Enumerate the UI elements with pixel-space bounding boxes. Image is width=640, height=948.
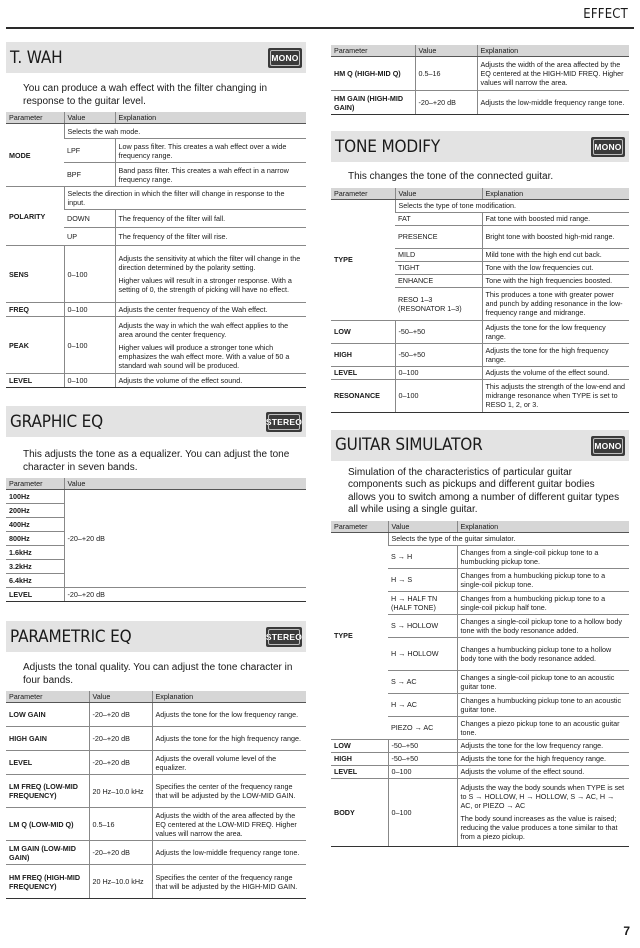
col-header: Explanation	[115, 112, 306, 124]
explanation-cell	[115, 317, 306, 374]
explanation-cell: Adjusts the volume of the effect sound.	[457, 765, 629, 778]
explanation-cell: Tone with the high frequencies boosted.	[482, 274, 629, 287]
param-cell: MODE	[6, 124, 64, 187]
band-value-cell: -20–+20 dB	[64, 490, 306, 588]
col-header: Value	[395, 188, 482, 200]
table-header-row	[331, 188, 629, 200]
explanation-cell: Changes a single-coil pickup tone to an acoustic guitar tone.	[457, 670, 629, 693]
value-cell: 0–100	[395, 366, 482, 379]
explanation-cell: This adjusts the strength of the low-end and midrange resonance when TYPE is set to RESO 1, 2, or 3.	[482, 379, 629, 412]
explanation-cell: Changes from a humbucking pickup tone to a single-coil pickup tone.	[457, 568, 629, 591]
explanation-text: The body sound increases as the value is raised; reducing the value produces a tone similar to that from a piezo pickup.	[460, 814, 618, 841]
value-cell: -20–+20 dB	[89, 841, 152, 865]
value-cell: DOWN	[64, 210, 115, 228]
explanation-cell: Specifies the center of the frequency range that will be adjusted by the LOW-MID GAIN.	[152, 775, 306, 808]
running-header: EFFECT	[583, 7, 628, 22]
col-header: Explanation	[152, 691, 306, 703]
table-row	[331, 320, 629, 343]
value-cell: TIGHT	[395, 261, 482, 274]
table-row	[331, 57, 629, 91]
table-row	[6, 588, 306, 602]
explanation-cell: Changes from a humbucking pickup tone to a single-coil pickup half tone.	[457, 591, 629, 614]
gsim-table	[331, 521, 629, 847]
table-row	[331, 765, 629, 778]
explanation-cell: Adjusts the tone for the high frequency range.	[482, 343, 629, 366]
desc-cell: Selects the type of the guitar simulator.	[388, 532, 629, 545]
param-cell: HIGH GAIN	[6, 727, 89, 751]
band-cell: 3.2kHz	[6, 560, 64, 574]
explanation-cell	[115, 246, 306, 303]
explanation-text: Higher values will produce a stronger tone which emphasizes the wah effect more. With a value of 50 a standard wah sound will be produced.	[118, 342, 290, 370]
gsim-intro: Simulation of the characteristics of particular guitar components such as pickups and different guitar bodies allows you to switch among a number of different guitar types all while using a single guitar.	[348, 466, 620, 515]
peq-intro: Adjusts the tonal quality. You can adjust the tone character in four bands.	[23, 662, 293, 686]
table-row	[331, 752, 629, 765]
param-cell: PEAK	[6, 317, 64, 374]
param-cell: HIGH	[331, 343, 395, 366]
band-cell: 200Hz	[6, 504, 64, 518]
value-cell: S → AC	[388, 670, 457, 693]
value-cell: PIEZO → AC	[388, 716, 457, 739]
value-cell: -50–+50	[388, 739, 457, 752]
col-header: Value	[64, 112, 115, 124]
desc-cell: Selects the wah mode.	[64, 124, 306, 139]
value-cell: FAT	[395, 212, 482, 225]
value-cell: 0.5–16	[89, 808, 152, 841]
explanation-cell	[457, 778, 629, 846]
value-cell: MILD	[395, 248, 482, 261]
explanation-cell: Mild tone with the high end cut back.	[482, 248, 629, 261]
col-header: Explanation	[482, 188, 629, 200]
table-row	[6, 841, 306, 865]
table-row	[331, 739, 629, 752]
value-cell: -20–+20 dB	[64, 588, 306, 602]
explanation-cell: Changes a humbucking pickup tone to a hollow body tone with the body resonance added.	[457, 637, 629, 670]
table-row	[331, 199, 629, 212]
left-column	[6, 42, 306, 899]
col-header: Parameter	[331, 188, 395, 200]
explanation-cell: Band pass filter. This creates a wah effect in a narrow frequency range.	[115, 163, 306, 187]
param-cell: RESONANCE	[331, 379, 395, 412]
value-cell: 0–100	[64, 303, 115, 317]
value-cell: RESO 1–3 (RESONATOR 1–3)	[395, 287, 482, 320]
explanation-cell: Adjusts the tone for the low frequency range.	[152, 703, 306, 727]
value-cell: -50–+50	[388, 752, 457, 765]
value-cell: BPF	[64, 163, 115, 187]
peq-section-title	[6, 621, 306, 652]
explanation-cell: Adjusts the low-middle frequency range tone.	[477, 91, 629, 115]
table-header-row	[6, 691, 306, 703]
table-row	[6, 124, 306, 139]
explanation-cell: The frequency of the filter will rise.	[115, 228, 306, 246]
param-cell: HM FREQ (HIGH-MID FREQUENCY)	[6, 865, 89, 899]
explanation-cell: Changes a single-coil pickup tone to a hollow body tone with the body resonance added.	[457, 614, 629, 637]
param-cell: LEVEL	[6, 588, 64, 602]
gsim-section-title	[331, 430, 629, 461]
value-cell: -50–+50	[395, 343, 482, 366]
band-cell: 400Hz	[6, 518, 64, 532]
value-cell: 0–100	[64, 317, 115, 374]
col-header: Parameter	[6, 691, 89, 703]
band-cell: 100Hz	[6, 490, 64, 504]
band-cell: 6.4kHz	[6, 574, 64, 588]
value-cell: S → H	[388, 545, 457, 568]
explanation-cell: Adjusts the volume of the effect sound.	[115, 374, 306, 388]
table-row	[6, 751, 306, 775]
value-cell: UP	[64, 228, 115, 246]
explanation-text: Adjusts the way the body sounds when TYPE is set to S → HOLLOW, H → HOLLOW, S → AC, H → AC, or PIEZO → AC	[460, 783, 625, 810]
param-cell: HIGH	[331, 752, 388, 765]
geq-intro: This adjusts the tone as a equalizer. You can adjust the tone character in seven bands.	[23, 449, 290, 473]
table-row	[6, 187, 306, 210]
gsim-title: GUITAR SIMULATOR	[335, 435, 483, 455]
param-cell: POLARITY	[6, 187, 64, 246]
value-cell: H → AC	[388, 693, 457, 716]
peq-title: PARAMETRIC EQ	[10, 626, 132, 647]
value-cell: S → HOLLOW	[388, 614, 457, 637]
explanation-cell: Adjusts the width of the area affected by the EQ centered at the LOW-MID FREQ. Higher values will narrow the area.	[152, 808, 306, 841]
table-row	[331, 343, 629, 366]
twah-section-title	[6, 42, 306, 73]
col-header: Parameter	[6, 112, 64, 124]
value-cell: H → HALF TN (HALF TONE)	[388, 591, 457, 614]
param-cell: LM GAIN (LOW-MID GAIN)	[6, 841, 89, 865]
table-header-row	[331, 45, 629, 57]
tone-intro: This changes the tone of the connected guitar.	[348, 171, 554, 182]
col-header: Value	[415, 45, 477, 57]
explanation-cell: The frequency of the filter will fall.	[115, 210, 306, 228]
value-cell: 0–100	[388, 765, 457, 778]
twah-intro: You can produce a wah effect with the filter changing in response to the guitar level.	[23, 83, 268, 107]
param-cell: TYPE	[331, 532, 388, 739]
value-cell: -20–+20 dB	[89, 751, 152, 775]
desc-cell: Selects the direction in which the filter will change in response to the input.	[64, 187, 306, 210]
table-header-row	[6, 478, 306, 490]
value-cell: -20–+20 dB	[89, 703, 152, 727]
table-row	[331, 778, 629, 846]
explanation-cell: Fat tone with boosted mid range.	[482, 212, 629, 225]
table-header-row	[331, 521, 629, 533]
value-cell: 0–100	[395, 379, 482, 412]
explanation-cell: Adjusts the overall volume level of the equalizer.	[152, 751, 306, 775]
table-row	[331, 379, 629, 412]
col-header: Parameter	[331, 45, 415, 57]
table-row	[6, 703, 306, 727]
param-cell: BODY	[331, 778, 388, 846]
peq-continued-table	[331, 45, 629, 115]
mono-badge: MONO	[591, 436, 625, 456]
explanation-cell: Bright tone with boosted high-mid range.	[482, 225, 629, 248]
explanation-text: Adjusts the way in which the wah effect applies to the area around the center frequency.	[118, 320, 289, 339]
param-cell: SENS	[6, 246, 64, 303]
col-header: Value	[89, 691, 152, 703]
col-header: Parameter	[6, 478, 64, 490]
value-cell: -50–+50	[395, 320, 482, 343]
explanation-cell: Tone with the low frequencies cut.	[482, 261, 629, 274]
explanation-cell: Low pass filter. This creates a wah effect over a wide frequency range.	[115, 139, 306, 163]
param-cell: LEVEL	[331, 765, 388, 778]
param-cell: LEVEL	[6, 374, 64, 388]
param-cell: LEVEL	[6, 751, 89, 775]
param-cell: TYPE	[331, 199, 395, 320]
explanation-cell: Adjusts the center frequency of the Wah effect.	[115, 303, 306, 317]
tone-table	[331, 188, 629, 413]
value-cell: 0–100	[64, 374, 115, 388]
explanation-cell: Changes a piezo pickup tone to an acoustic guitar tone.	[457, 716, 629, 739]
table-row	[6, 317, 306, 374]
stereo-badge: STEREO	[266, 412, 302, 432]
param-cell: HM Q (HIGH-MID Q)	[331, 57, 415, 91]
value-cell: 20 Hz–10.0 kHz	[89, 775, 152, 808]
value-cell: H → S	[388, 568, 457, 591]
explanation-cell: Adjusts the tone for the low frequency range.	[482, 320, 629, 343]
twah-table	[6, 112, 306, 388]
geq-section-title	[6, 406, 306, 437]
table-row	[6, 303, 306, 317]
table-row	[6, 865, 306, 899]
desc-cell: Selects the type of tone modification.	[395, 199, 629, 212]
param-cell: FREQ	[6, 303, 64, 317]
table-row	[6, 374, 306, 388]
value-cell: H → HOLLOW	[388, 637, 457, 670]
col-header: Value	[388, 521, 457, 533]
explanation-cell: Changes a humbucking pickup tone to an acoustic guitar tone.	[457, 693, 629, 716]
param-cell: LM FREQ (LOW-MID FREQUENCY)	[6, 775, 89, 808]
value-cell: -20–+20 dB	[89, 727, 152, 751]
explanation-cell: Adjusts the width of the area affected by the EQ centered at the HIGH-MID FREQ. Higher values will narrow the area.	[477, 57, 629, 91]
table-row	[6, 246, 306, 303]
value-cell: -20–+20 dB	[415, 91, 477, 115]
explanation-cell: This produces a tone with greater power and punch by adding resonance in the low-frequency range and midrange.	[482, 287, 629, 320]
table-row	[331, 91, 629, 115]
right-column	[331, 45, 629, 847]
value-cell: ENHANCE	[395, 274, 482, 287]
param-cell: HM GAIN (HIGH-MID GAIN)	[331, 91, 415, 115]
geq-title: GRAPHIC EQ	[10, 411, 104, 432]
stereo-badge: STEREO	[266, 627, 302, 647]
table-row	[331, 532, 629, 545]
explanation-cell: Adjusts the tone for the low frequency range.	[457, 739, 629, 752]
tone-section-title	[331, 131, 629, 162]
table-row	[6, 775, 306, 808]
param-cell: LEVEL	[331, 366, 395, 379]
col-header: Explanation	[457, 521, 629, 533]
explanation-cell: Adjusts the volume of the effect sound.	[482, 366, 629, 379]
param-cell: LOW	[331, 320, 395, 343]
value-cell: 0.5–16	[415, 57, 477, 91]
col-header: Explanation	[477, 45, 629, 57]
explanation-cell: Specifies the center of the frequency range that will be adjusted by the HIGH-MID GAIN.	[152, 865, 306, 899]
header-rule	[6, 27, 634, 29]
twah-title: T. WAH	[10, 47, 63, 68]
mono-badge: MONO	[591, 137, 625, 157]
explanation-cell: Adjusts the tone for the high frequency range.	[152, 727, 306, 751]
value-cell: 0–100	[388, 778, 457, 846]
param-cell: LM Q (LOW-MID Q)	[6, 808, 89, 841]
explanation-cell: Adjusts the low-middle frequency range tone.	[152, 841, 306, 865]
table-row	[6, 490, 306, 504]
param-cell: LOW	[331, 739, 388, 752]
explanation-text: Adjusts the sensitivity at which the filter will change in the direction determined by the polarity setting.	[118, 254, 301, 272]
table-row	[6, 808, 306, 841]
value-cell: 20 Hz–10.0 kHz	[89, 865, 152, 899]
table-row	[6, 727, 306, 751]
col-header: Value	[64, 478, 306, 490]
table-row	[331, 366, 629, 379]
tone-title: TONE MODIFY	[335, 136, 441, 157]
band-cell: 800Hz	[6, 532, 64, 546]
band-cell: 1.6kHz	[6, 546, 64, 560]
param-cell: LOW GAIN	[6, 703, 89, 727]
value-cell: LPF	[64, 139, 115, 163]
peq-table	[6, 691, 306, 899]
explanation-cell: Changes from a single-coil pickup tone to a humbucking pickup tone.	[457, 545, 629, 568]
value-cell: PRESENCE	[395, 225, 482, 248]
mono-badge: MONO	[268, 48, 302, 68]
col-header: Parameter	[331, 521, 388, 533]
explanation-cell: Adjusts the tone for the high frequency range.	[457, 752, 629, 765]
value-cell: 0–100	[64, 246, 115, 303]
geq-table	[6, 478, 306, 602]
explanation-text: Higher values will result in a stronger response. With a setting of 0, the strength of picking will have no effect.	[118, 276, 292, 294]
table-header-row	[6, 112, 306, 124]
page-number: 7	[623, 924, 630, 938]
